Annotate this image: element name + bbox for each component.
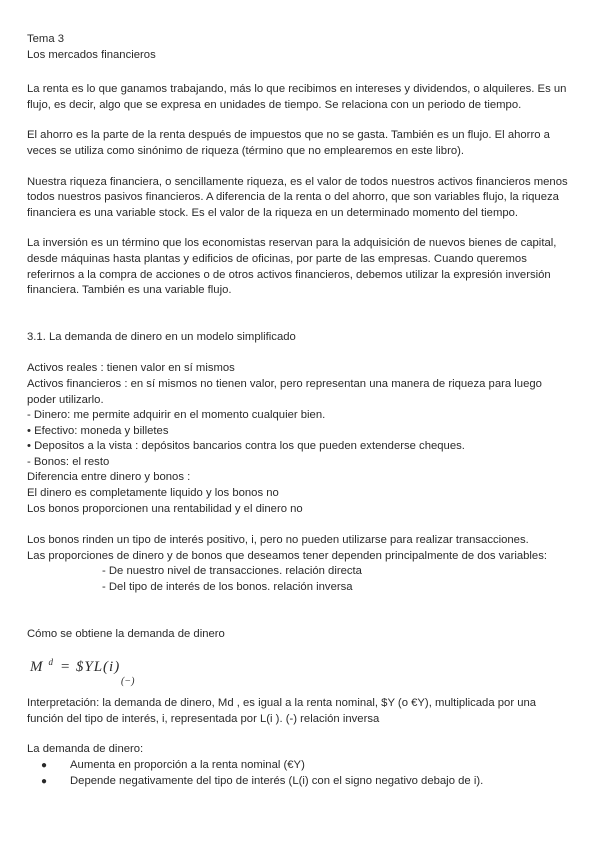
text-line: - Dinero: me permite adquirir en el momento cualquier bien.	[27, 409, 326, 422]
paragraph-ahorro: El ahorro es la parte de la renta después de impuestos que no se gasta. También es un flujo. El ahorro a veces se utiliza como sinónimo de riqueza (término que no emplearemos en este libro).	[27, 129, 550, 157]
money-demand-formula	[27, 652, 572, 690]
text-line: Los bonos proporcionen una rentabilidad y el dinero no	[27, 502, 303, 515]
variable-item: - De nuestro nivel de transacciones. relación directa	[102, 565, 362, 578]
paragraph-inversion: La inversión es un término que los economistas reservan para la adquisición de nuevos bienes de capital, desde máquinas hasta plantas y edificios de oficinas, por parte de las empresas. Cuando queremos referirnos a la compra de acciones o de otros activos financieros, debemos utilizar la expresión inversión financiera. También es una variable flujo.	[27, 237, 557, 297]
topic-label: Tema 3	[27, 33, 65, 45]
formula-expression: M $^d$ = $YL(i)	[30, 657, 121, 676]
variable-item: - Del tipo de interés de los bonos. relación inversa	[102, 581, 353, 594]
bullet-icon: ●	[41, 760, 48, 771]
text-line: - Bonos: el resto	[27, 455, 110, 468]
text-line: Las proporciones de dinero y de bonos que deseamos tener dependen principalmente de dos variables:	[27, 549, 548, 562]
text-line: Diferencia entre dinero y bonos :	[27, 471, 191, 484]
interpretation-paragraph: Interpretación: la demanda de dinero, Md , es igual a la renta nominal, $Y (o €Y), multiplicada por una función del tipo de interés, i, representada por L(i ). (-) relación inversa	[27, 697, 537, 725]
money-demand-heading: Cómo se obtiene la demanda de dinero	[27, 627, 225, 640]
text-line: • Depositos a la vista : depósitos bancarios contra los que pueden extenderse cheques.	[27, 440, 465, 453]
formula-sign: (−)	[121, 676, 135, 688]
text-line: Activos financieros : en sí mismos no tienen valor, pero representan una manera de riqueza para luego poder utilizarlo.	[27, 377, 542, 406]
list-item: ● Aumenta en proporción a la renta nominal (€Y)	[27, 758, 572, 774]
list-item: ● Depende negativamente del tipo de interés (L(i) con el signo negativo debajo de i).	[27, 774, 572, 790]
list-title: La demanda de dinero:	[27, 743, 144, 756]
text-line: Los bonos rinden un tipo de interés positivo, i, pero no pueden utilizarse para realizar transacciones.	[27, 534, 529, 547]
text-line: Activos reales : tienen valor en sí mismos	[27, 362, 235, 375]
paragraph-renta: La renta es lo que ganamos trabajando, más lo que recibimos en intereses y dividendos, o alquileres. Es un flujo, es decir, algo que se expresa en unidades de tiempo. Se relaciona con un periodo de tiempo.	[27, 83, 567, 111]
section-heading: 3.1. La demanda de dinero en un modelo simplificado	[27, 330, 296, 343]
document-title: Los mercados financieros	[27, 48, 156, 61]
bullet-list	[27, 758, 572, 789]
text-line: El dinero es completamente liquido y los bonos no	[27, 487, 279, 500]
paragraph-riqueza: Nuestra riqueza financiera, o sencillamente riqueza, es el valor de todos nuestros activos financieros menos todos nuestros pasivos financieros. A diferencia de la renta o del ahorro, que son variables flujo, la riqueza financiera es una variable stock. Es el valor de la riqueza en un determinado momento del tiempo.	[27, 175, 568, 219]
bullet-icon: ●	[41, 775, 48, 787]
document-page	[27, 32, 572, 789]
text-line: • Efectivo: moneda y billetes	[27, 424, 169, 437]
